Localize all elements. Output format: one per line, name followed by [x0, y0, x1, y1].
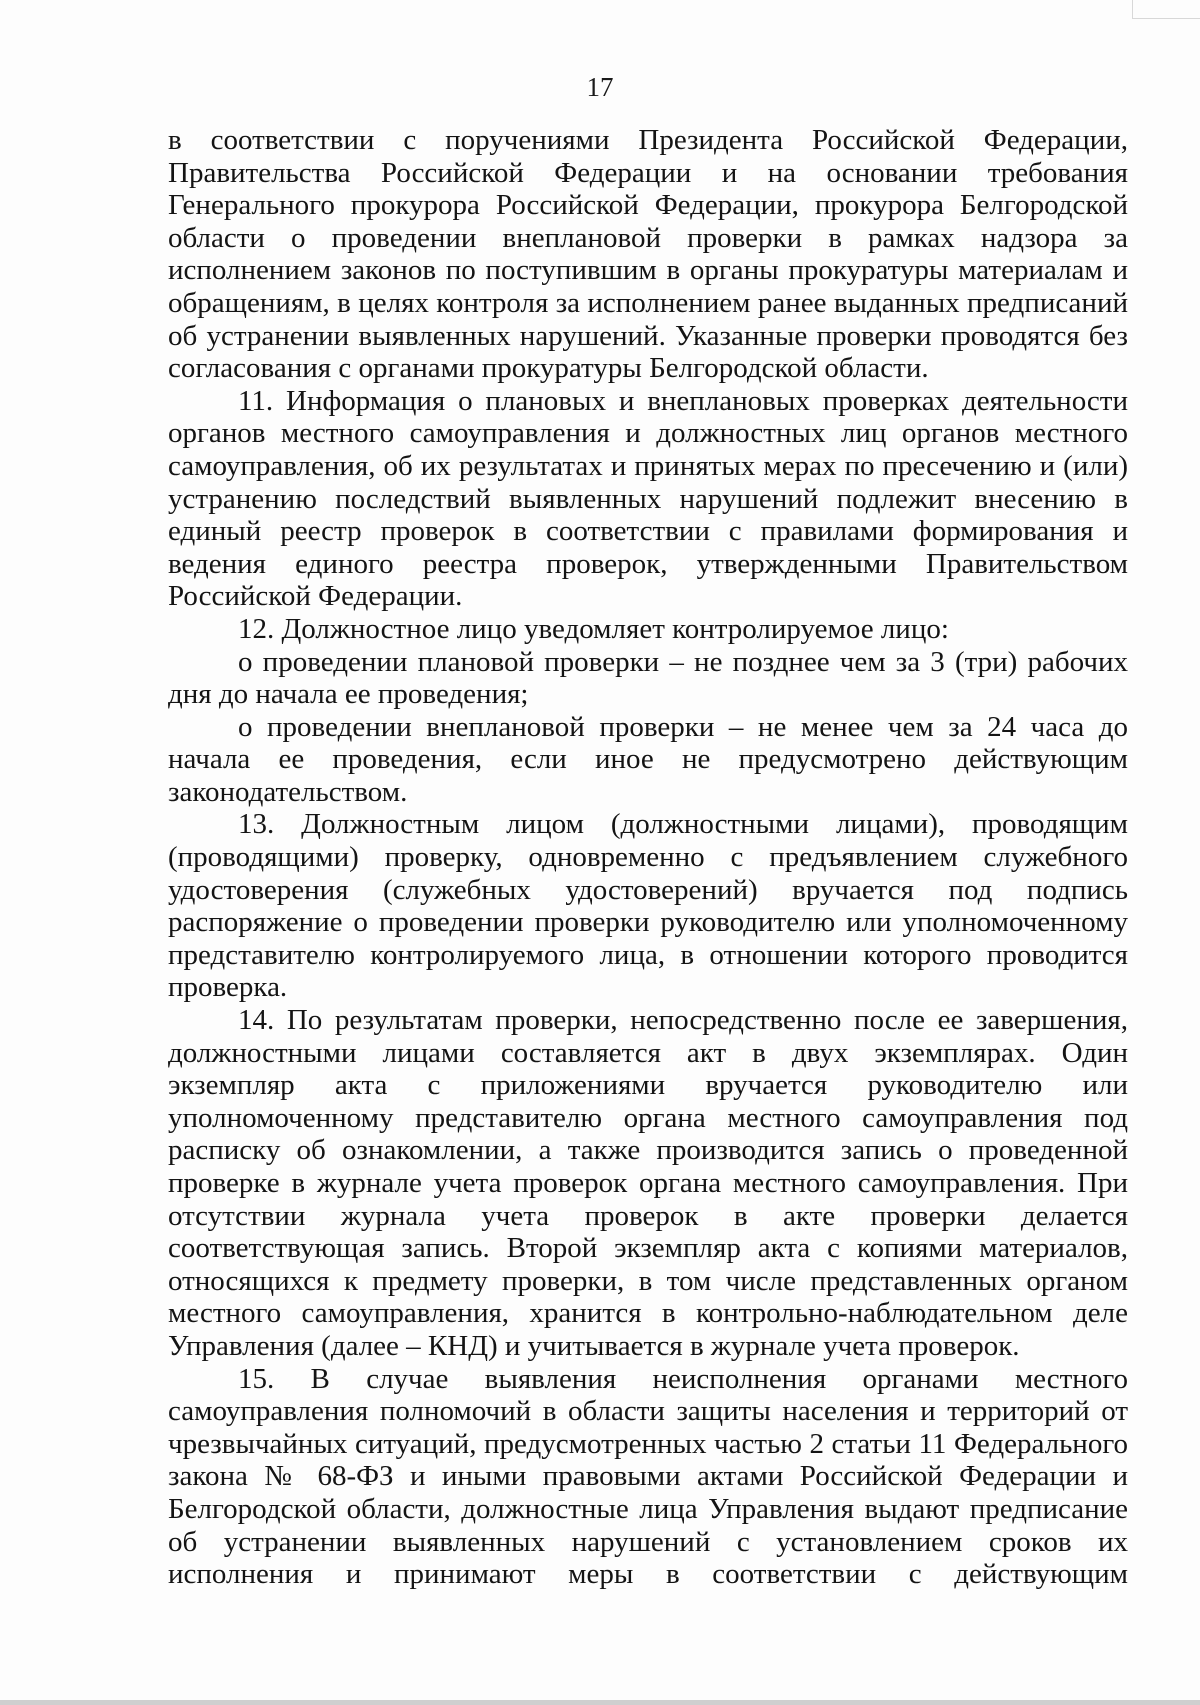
paragraph-12: 12. Должностное лицо уведомляет контролируемое лицо: — [238, 612, 949, 645]
paragraph-13: 13. Должностным лицом (должностными лицами), проводящим (проводящими) проверку, одновременно с предъявлением служебного удостоверения (служебных удостоверений) вручается под подпись распоряжение о проведении проверки руководителю или уполномоченному представителю контролируемого лица, в отношении которого проводится проверка. — [168, 808, 1128, 1004]
document-body — [168, 124, 1128, 1591]
scan-edge-top — [1132, 0, 1200, 19]
paragraph-12-planned: о проведении плановой проверки – не позднее чем за 3 (три) рабочих дня до начала ее проведения; — [168, 645, 1128, 711]
paragraph-11: 11. Информация о плановых и внеплановых проверках деятельности органов местного самоуправления и должностных лиц органов местного самоуправления, об их результатах и принятых мерах по пресечению и (или) устранению последствий выявленных нарушений подлежит внесению в единый реестр проверок в соответствии с правилами формирования и ведения единого реестра проверок, утвержденными Правительством Российской Федерации. — [168, 384, 1128, 613]
page-number: 17 — [586, 72, 614, 102]
paragraph-continuation: в соответствии с поручениями Президента Российской Федерации, Правительства Российской Федерации и на основании требования Генерального прокурора Российской Федерации, прокурора Белгородской области о проведении внеплановой проверки в рамках надзора за исполнением законов по поступившим в органы прокуратуры материалам и обращениям, в целях контроля за исполнением ранее выданных предписаний об устранении выявленных нарушений. Указанные проверки проводятся без согласования с органами прокуратуры Белгородской области. — [168, 124, 1128, 385]
scan-edge-bottom — [0, 1700, 1200, 1705]
paragraph-15: 15. В случае выявления неисполнения органами местного самоуправления полномочий в области защиты населения и территорий от чрезвычайных ситуаций, предусмотренных частью 2 статьи 11 Федерального закона № 68-ФЗ и иными правовыми актами Российской Федерации и Белгородской области, должностные лица Управления выдают предписание об устранении выявленных нарушений с установлением сроков их исполнения и принимают меры в соответствии с действующим — [168, 1362, 1128, 1591]
paragraph-12-unplanned: о проведении внеплановой проверки – не менее чем за 24 часа до начала ее проведения, если иное не предусмотрено действующим законодательством. — [168, 710, 1128, 808]
paragraph-14: 14. По результатам проверки, непосредственно после ее завершения, должностными лицами составляется акт в двух экземплярах. Один экземпляр акта с приложениями вручается руководителю или уполномоченному представителю органа местного самоуправления под расписку об ознакомлении, а также производится запись о проведенной проверке в журнале учета проверок органа местного самоуправления. При отсутствии журнала учета проверок в акте проверки делается соответствующая запись. Второй экземпляр акта с копиями материалов, относящихся к предмету проверки, в том числе представленных органом местного самоуправления, хранится в контрольно-наблюдательном деле Управления (далее – КНД) и учитывается в журнале учета проверок. — [168, 1004, 1128, 1362]
